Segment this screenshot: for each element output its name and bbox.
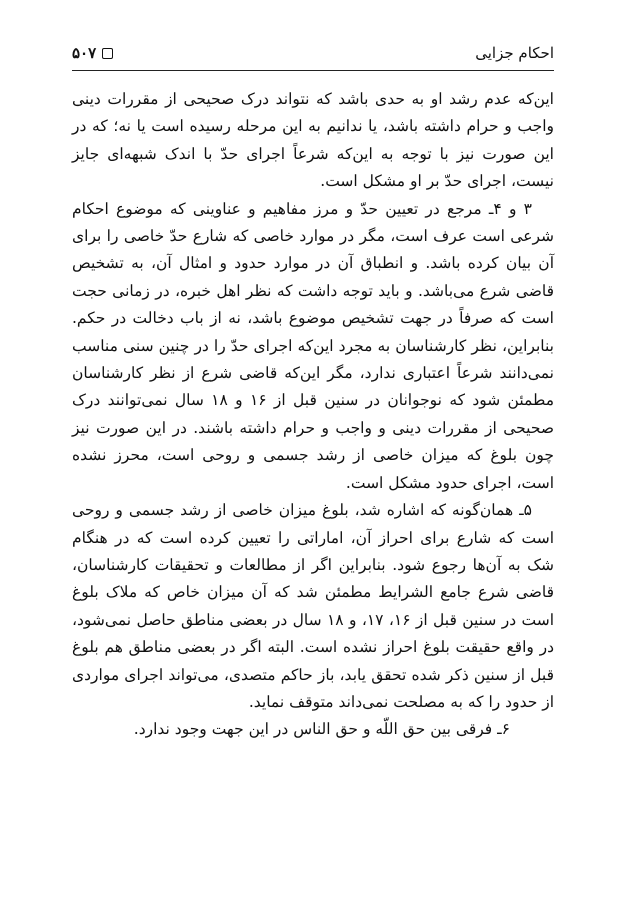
paragraph-item-5: ۵ـ همان‌گونه که اشاره شد، بلوغ میزان خاصی از رشد جسمی و روحی است که شارع برای احراز آن، اماراتی را تعیین کرده است که در هنگام شک به آن‌ها رجوع شود. بنابراین اگر از مطالعات و تحقیقات کارشناسان، قاضی شرع جامع الشرایط مطمئن شد که آن میزان خاص که ملاک بلوغ است در سنین قبل از ۱۶، ۱۷، و ۱۸ سال در بعضی مناطق حاصل نمی‌شود، در واقع حقیقت بلوغ احراز نشده است. البته اگر در بعضی مناطق هم بلوغ قبل از سنین ذکر شده تحقق یابد، باز حاکم متصدی، می‌تواند اجرای مواردی از حدود را که به مصلحت نمی‌داند متوقف نماید. bbox=[72, 501, 555, 711]
paragraph-item-3-4: ۳ و ۴ـ مرجع در تعیین حدّ و مرز مفاهیم و عناوینی که موضوع احکام شرعی است عرف است، مگر در موارد خاصی که شارع حدّ خاصی را برای آن بیان کرده باشد. و انطباق آن در موارد حدود و امثال آن، به تشخیص قاضی شرع می‌باشد. و باید توجه داشت که نظر اهل خبره، در زمانی حجت است که صرفاً در جهت تشخیص موضوع باشد، نه از باب دخالت در حکم. بنابراین، نظر کارشناسان به مجرد این‌که اجرای حدّ را در چنین سنی مناسب نمی‌دانند شرعاً اعتباری ندارد، مگر این‌که قاضی شرع از نظر کارشناسان مطمئن شود که نوجوانان در سنین قبل از ۱۶ و ۱۸ سال نمی‌توانند درک صحیحی از مقررات دینی و واجب و حرام داشته باشند. در این صورت نیز چون بلوغ که میزان خاصی از رشد جسمی و روحی است، محرز نشده است، اجرای حدود مشکل است. bbox=[72, 199, 555, 492]
running-header bbox=[72, 38, 554, 68]
page-body bbox=[72, 86, 554, 744]
page-number-block bbox=[72, 44, 113, 62]
paragraph-continuation: این‌که عدم رشد او به حدی باشد که نتواند درک صحیحی از مقررات دینی واجب و حرام داشته باشد، یا ندانیم به این مرحله رسیده است یا نه؛ که در این صورت نیز با توجه به این‌که شرعاً اجرای حدّ با اندک شبهه‌ای جایز نیست، اجرای حدّ بر او مشکل است. bbox=[72, 90, 554, 191]
page-number: ۵۰۷ bbox=[72, 44, 97, 62]
square-icon bbox=[102, 48, 113, 59]
paragraph-item-6: ۶ـ فرقی بین حق اللّه و حق الناس در این جهت وجود ندارد. bbox=[133, 720, 510, 739]
header-title: احکام جزایی bbox=[475, 44, 554, 62]
header-rule bbox=[72, 70, 554, 71]
